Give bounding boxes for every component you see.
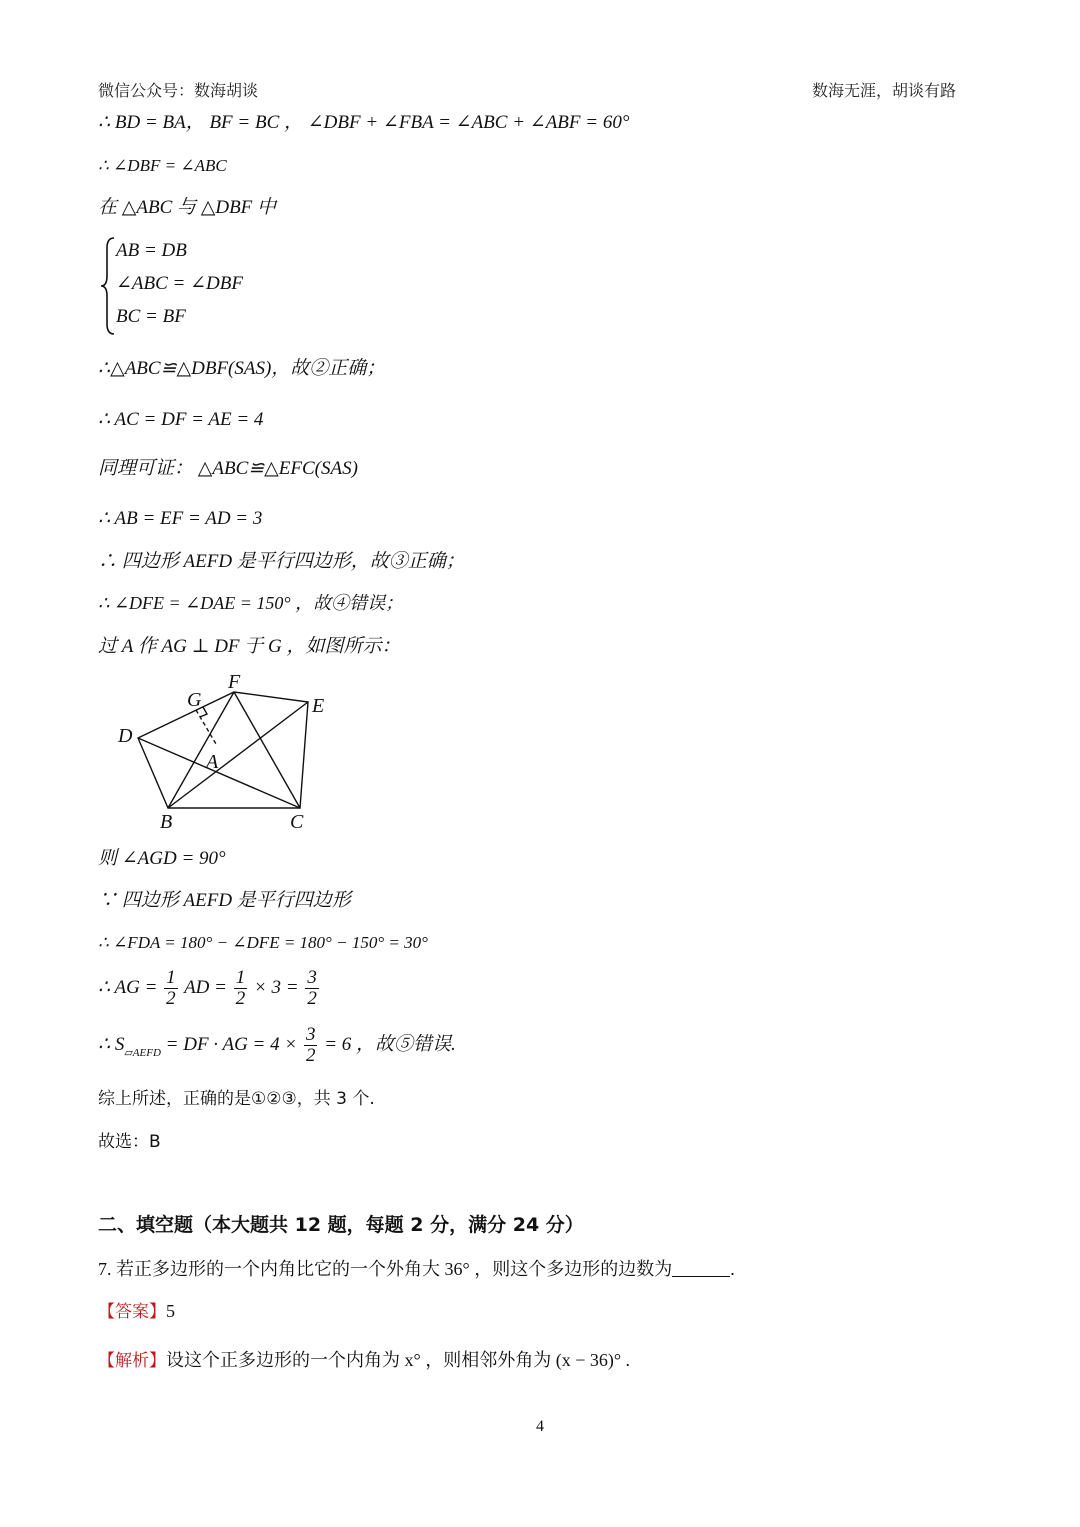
line-9: ∴ ∠DFE = ∠DAE = 150° ，故④错误； xyxy=(98,593,404,613)
line-13: ∴ ∠FDA = 180° − ∠DFE = 180° − 150° = 30° xyxy=(98,933,428,952)
question-7-end: . xyxy=(730,1259,735,1279)
label-D: D xyxy=(118,725,133,747)
line-11: 则 ∠AGD = 90° xyxy=(98,848,226,869)
line-10: 过 A 作 AG ⊥ DF 于 G ，如图所示： xyxy=(98,636,401,657)
system-line-2: ∠ABC = ∠DBF xyxy=(116,273,243,294)
fraction-three-half-2 xyxy=(304,1025,318,1066)
question-7-text: 7. 若正多边形的一个内角比它的一个外角大 36° ，则这个多边形的边数为 xyxy=(98,1259,673,1279)
fraction-denominator: 2 xyxy=(305,1044,316,1066)
line-14 xyxy=(98,968,321,1009)
fraction-numerator: 1 xyxy=(166,967,176,988)
line-8: ∴ 四边形 AEFD 是平行四边形，故③正确； xyxy=(98,551,465,572)
line-4: ∴△ABC≌△DBF(SAS)，故②正确； xyxy=(98,358,386,379)
label-F: F xyxy=(228,671,241,693)
segment-BE xyxy=(168,702,308,808)
line-7: ∴ AB = EF = AD = 3 xyxy=(98,508,263,529)
label-E: E xyxy=(312,695,325,717)
geometry-figure xyxy=(112,668,352,836)
fraction-half-1 xyxy=(164,968,178,1009)
line-1: ∴ BD = BA， BF = BC ， ∠DBF + ∠FBA = ∠ABC + ∠ABF = 60° xyxy=(98,112,630,133)
line-2: ∴ ∠DBF = ∠ABC xyxy=(98,156,227,175)
answer-line xyxy=(98,1301,175,1323)
line-16: 综上所述，正确的是①②③，共 3 个. xyxy=(98,1089,375,1109)
label-G: G xyxy=(187,689,202,711)
fraction-numerator: 3 xyxy=(307,967,317,988)
line-5: ∴ AC = DF = AE = 4 xyxy=(98,409,264,430)
analysis-text: 设这个正多边形的一个内角为 x° ，则相邻外角为 (x − 36)° . xyxy=(166,1350,631,1370)
line-14-part-c: × 3 = xyxy=(253,976,299,998)
system-brace xyxy=(98,236,118,336)
question-7 xyxy=(98,1259,735,1281)
line-6: 同理可证： △ABC≌△EFC(SAS) xyxy=(98,458,358,479)
area-subscript: ▱AEFD xyxy=(124,1046,161,1059)
fraction-half-2 xyxy=(234,968,248,1009)
page-number: 4 xyxy=(536,1418,544,1435)
label-A: A xyxy=(206,751,219,773)
line-17: 故选：B xyxy=(98,1132,161,1152)
line-15-part-c: = 6 ，故⑤错误. xyxy=(324,1033,456,1055)
fraction-denominator: 2 xyxy=(307,987,317,1009)
line-15-part-a: ∴ S xyxy=(98,1033,125,1055)
pentagon-outline xyxy=(138,692,308,808)
fraction-numerator: 3 xyxy=(305,1024,316,1045)
analysis-tag: 【解析】 xyxy=(98,1351,166,1371)
line-15 xyxy=(98,1025,456,1066)
section-2-title: 二、填空题（本大题共 12 题，每题 2 分，满分 24 分） xyxy=(98,1214,584,1236)
line-12: ∵ 四边形 AEFD 是平行四边形 xyxy=(98,890,351,911)
line-14-part-b: AD = xyxy=(184,976,227,998)
label-B: B xyxy=(160,811,173,833)
system-line-1: AB = DB xyxy=(116,240,187,261)
answer-blank xyxy=(672,1260,730,1277)
system-line-3: BC = BF xyxy=(116,306,186,327)
answer-tag: 【答案】 xyxy=(98,1302,166,1322)
header-left: 微信公众号：数海胡谈 xyxy=(98,81,259,100)
header-right: 数海无涯，胡谈有路 xyxy=(811,81,956,100)
fraction-three-half xyxy=(305,968,319,1009)
label-C: C xyxy=(290,811,304,833)
line-3: 在 △ABC 与 △DBF 中 xyxy=(98,197,277,218)
line-14-part-a: ∴ AG = xyxy=(98,976,158,998)
fraction-denominator: 2 xyxy=(235,987,246,1009)
segment-DC xyxy=(138,738,300,808)
answer-value: 5 xyxy=(166,1301,175,1321)
line-15-part-b: = DF · AG = 4 × xyxy=(165,1033,298,1055)
analysis-line xyxy=(98,1350,630,1372)
fraction-denominator: 2 xyxy=(166,987,176,1009)
fraction-numerator: 1 xyxy=(235,967,246,988)
